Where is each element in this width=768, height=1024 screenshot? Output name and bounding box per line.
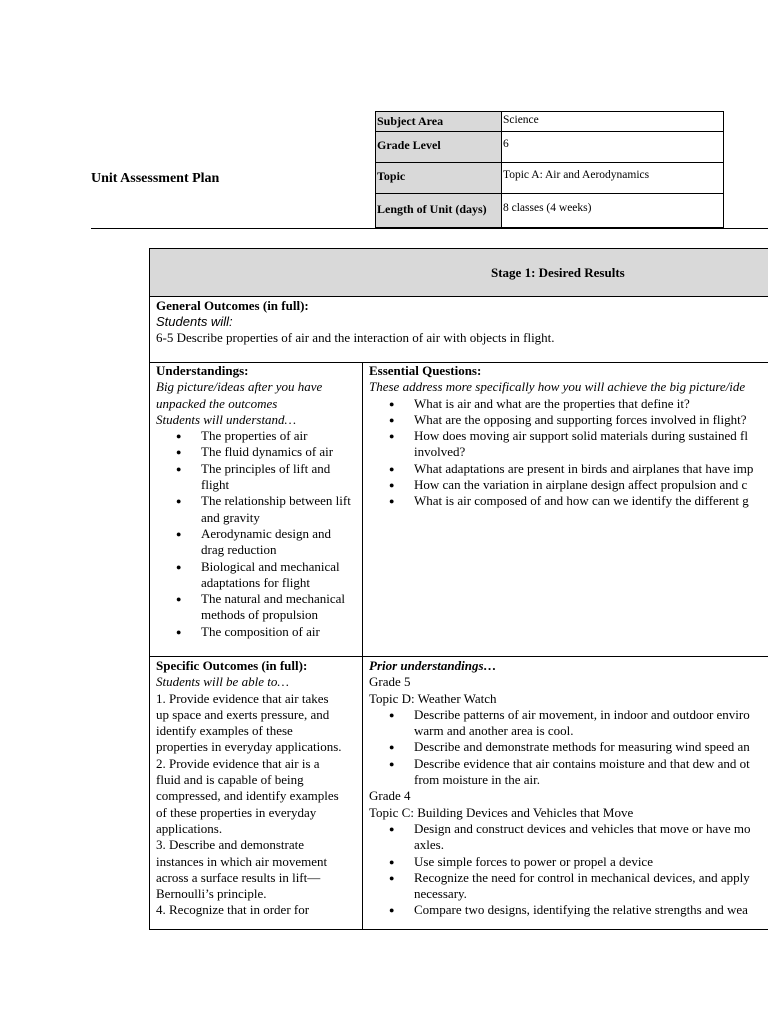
list-item: ● What is air composed of and how can we identify the different g <box>369 493 768 509</box>
understandings-cell <box>156 363 356 640</box>
prior-understandings-cell <box>369 658 768 919</box>
unit-meta-table <box>375 111 724 228</box>
topic-label: Topic D: Weather Watch <box>369 690 497 706</box>
understandings-list <box>156 428 356 640</box>
list-item: ● Describe evidence that air contains moisture and that dew and ot from moisture in the air. <box>369 756 768 789</box>
specific-outcomes-heading: Specific Outcomes (in full): <box>156 658 308 673</box>
understandings-lead: Students will understand… <box>156 411 297 427</box>
essential-questions-subtitle: These address more specifically how you will achieve the big picture/ide <box>369 379 746 395</box>
list-item: ● Biological and mechanical adaptations for flight <box>156 559 356 592</box>
meta-value: Topic A: Air and Aerodynamics <box>502 163 724 194</box>
essential-questions-list <box>369 396 768 510</box>
students-will-label: Students will: <box>156 314 233 329</box>
list-item: ● Compare two designs, identifying the relative strengths and wea <box>369 902 768 918</box>
list-item: ● Describe and demonstrate methods for measuring wind speed an <box>369 739 768 755</box>
general-outcomes <box>150 297 768 363</box>
specific-outcomes-row <box>150 657 768 930</box>
list-item: ● The fluid dynamics of air <box>156 444 356 460</box>
specific-line: 2. Provide evidence that air is a <box>156 755 320 771</box>
meta-value: 8 classes (4 weeks) <box>502 194 724 228</box>
specific-line: properties in everyday applications. <box>156 739 342 755</box>
column-divider <box>362 363 363 930</box>
specific-line: instances in which air movement <box>156 853 328 869</box>
grade-label: Grade 4 <box>369 788 411 804</box>
understandings-row <box>150 363 768 657</box>
meta-label: Grade Level <box>376 132 502 163</box>
specific-line: Bernoulli’s principle. <box>156 886 267 902</box>
header-divider <box>91 228 768 229</box>
topic-c-list <box>369 821 768 919</box>
list-item: ● How does moving air support solid materials during sustained fl involved? <box>369 428 768 461</box>
specific-line: fluid and is capable of being <box>156 772 304 788</box>
list-item: ● Recognize the need for control in mechanical devices, and apply necessary. <box>369 870 768 903</box>
topic-d-list <box>369 707 768 788</box>
list-item: ● What adaptations are present in birds and airplanes that have imp <box>369 461 768 477</box>
meta-label: Length of Unit (days) <box>376 194 502 228</box>
grade-label: Grade 5 <box>369 674 411 690</box>
unit-title: Unit Assessment Plan <box>91 171 220 186</box>
specific-line: applications. <box>156 820 223 836</box>
meta-row <box>376 194 724 228</box>
topic-label: Topic C: Building Devices and Vehicles that Move <box>369 804 634 820</box>
specific-line: 1. Provide evidence that air takes <box>156 690 329 706</box>
prior-understandings-heading: Prior understandings… <box>369 658 497 673</box>
general-outcome-text: 6-5 Describe properties of air and the interaction of air with objects in flight. <box>156 330 555 345</box>
specific-line: 4. Recognize that in order for <box>156 902 310 918</box>
meta-row <box>376 132 724 163</box>
meta-label: Subject Area <box>376 112 502 132</box>
specific-line: of these properties in everyday <box>156 804 317 820</box>
essential-questions-heading: Essential Questions: <box>369 363 482 378</box>
specific-line: identify examples of these <box>156 723 293 739</box>
understandings-subtitle: Big picture/ideas after you have unpacked the outcomes <box>156 379 323 411</box>
understandings-heading: Understandings: <box>156 363 249 378</box>
list-item: ● The properties of air <box>156 428 356 444</box>
specific-line: up space and exerts pressure, and <box>156 706 330 722</box>
list-item: ● The natural and mechanical methods of propulsion <box>156 591 356 624</box>
meta-row <box>376 112 724 132</box>
list-item: ● The principles of lift and flight <box>156 461 356 494</box>
list-item: ● Aerodynamic design and drag reduction <box>156 526 356 559</box>
meta-label: Topic <box>376 163 502 194</box>
list-item: ● The relationship between lift and gravity <box>156 493 356 526</box>
specific-outcomes-cell <box>156 658 356 919</box>
meta-value: Science <box>502 112 724 132</box>
list-item: ● Use simple forces to power or propel a device <box>369 854 768 870</box>
list-item: ● Design and construct devices and vehicles that move or have mo axles. <box>369 821 768 854</box>
stage-title: Stage 1: Desired Results <box>491 265 625 280</box>
list-item: ● What is air and what are the properties that define it? <box>369 396 768 412</box>
stage-header <box>150 249 768 297</box>
list-item: ● Describe patterns of air movement, in indoor and outdoor enviro warm and another area is cool. <box>369 707 768 740</box>
list-item: ● How can the variation in airplane design affect propulsion and c <box>369 477 768 493</box>
meta-row <box>376 163 724 194</box>
list-item: ● What are the opposing and supporting forces involved in flight? <box>369 412 768 428</box>
essential-questions-cell <box>369 363 768 510</box>
general-outcomes-heading: General Outcomes (in full): <box>156 298 309 313</box>
specific-outcomes-lead: Students will be able to… <box>156 674 289 690</box>
specific-line: compressed, and identify examples <box>156 788 339 804</box>
specific-line: across a surface results in lift— <box>156 869 321 885</box>
list-item: ● The composition of air <box>156 624 356 640</box>
assessment-plan-table <box>149 248 768 930</box>
specific-line: 3. Describe and demonstrate <box>156 837 305 853</box>
meta-value: 6 <box>502 132 724 163</box>
